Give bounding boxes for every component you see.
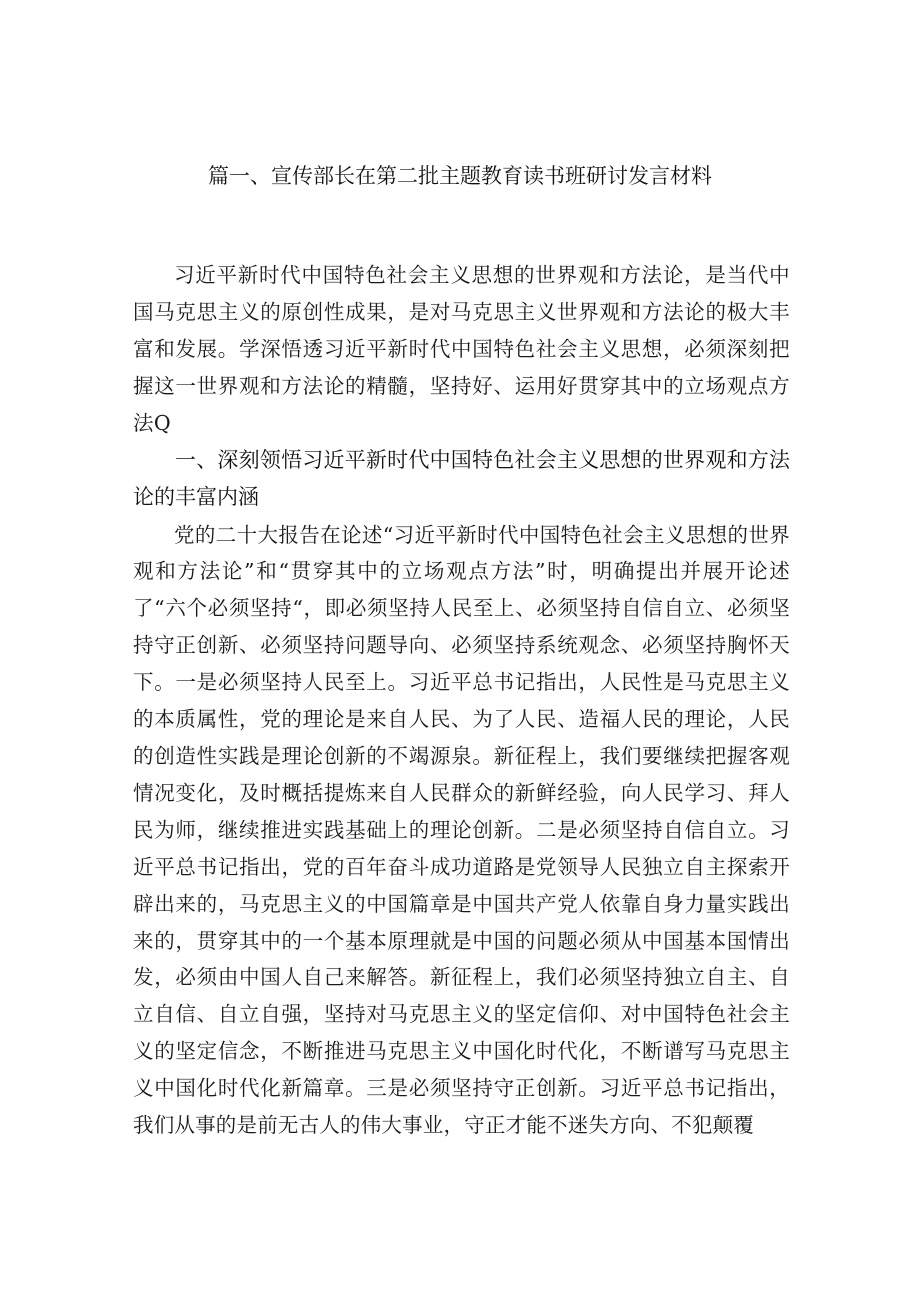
section-heading-1: 一、深刻领悟习近平新时代中国特色社会主义思想的世界观和方法论的丰富内涵 bbox=[133, 447, 790, 510]
document-title: 篇一、宣传部长在第二批主题教育读书班研讨发言材料 bbox=[208, 164, 712, 188]
paragraph-six-musts: 党的二十大报告在论述“习近平新时代中国特色社会主义思想的世界观和方法论”和“贯穿其中的立场观点方法”时，明确提出并展开论述了“六个必须坚持“，即必须坚持人民至上、必须坚持自信自立、必须坚持守正创新、必须坚持问题导向、必须坚持系统观念、必须坚持胸怀天下。一是必须坚持人民至上。习近平总书记指出，人民性是马克思主义的本质属性，党的理论是来自人民、为了人民、造福人民的理论，人民的创造性实践是理论创新的不竭源泉。新征程上，我们要继续把握客观情况变化，及时概括提炼来自人民群众的新鲜经验，向人民学习、拜人民为师，继续推进实践基础上的理论创新。二是必须坚持自信自立。习近平总书记指出，党的百年奋斗成功道路是党领导人民独立自主探索开辟出来的，马克思主义的中国篇章是中国共产党人依靠自身力量实践出来的，贯穿其中的一个基本原理就是中国的问题必须从中国基本国情出发，必须由中国人自己来解答。新征程上，我们必须坚持独立自主、自立自信、自立自强，坚持对马克思主义的坚定信仰、对中国特色社会主义的坚定信念，不断推进马克思主义中国化时代化，不断谱写马克思主义中国化时代化新篇章。三是必须坚持守正创新。习近平总书记指出，我们从事的是前无古人的伟大事业，守正才能不迷失方向、不犯颠覆 bbox=[133, 522, 790, 1138]
paragraph-intro: 习近平新时代中国特色社会主义思想的世界观和方法论，是当代中国马克思主义的原创性成果，是对马克思主义世界观和方法论的极大丰富和发展。学深悟透习近平新时代中国特色社会主义思想，必须深刻把握这一世界观和方法论的精髓，坚持好、运用好贯穿其中的立场观点方法Q bbox=[133, 263, 790, 435]
document-body bbox=[133, 257, 790, 1144]
